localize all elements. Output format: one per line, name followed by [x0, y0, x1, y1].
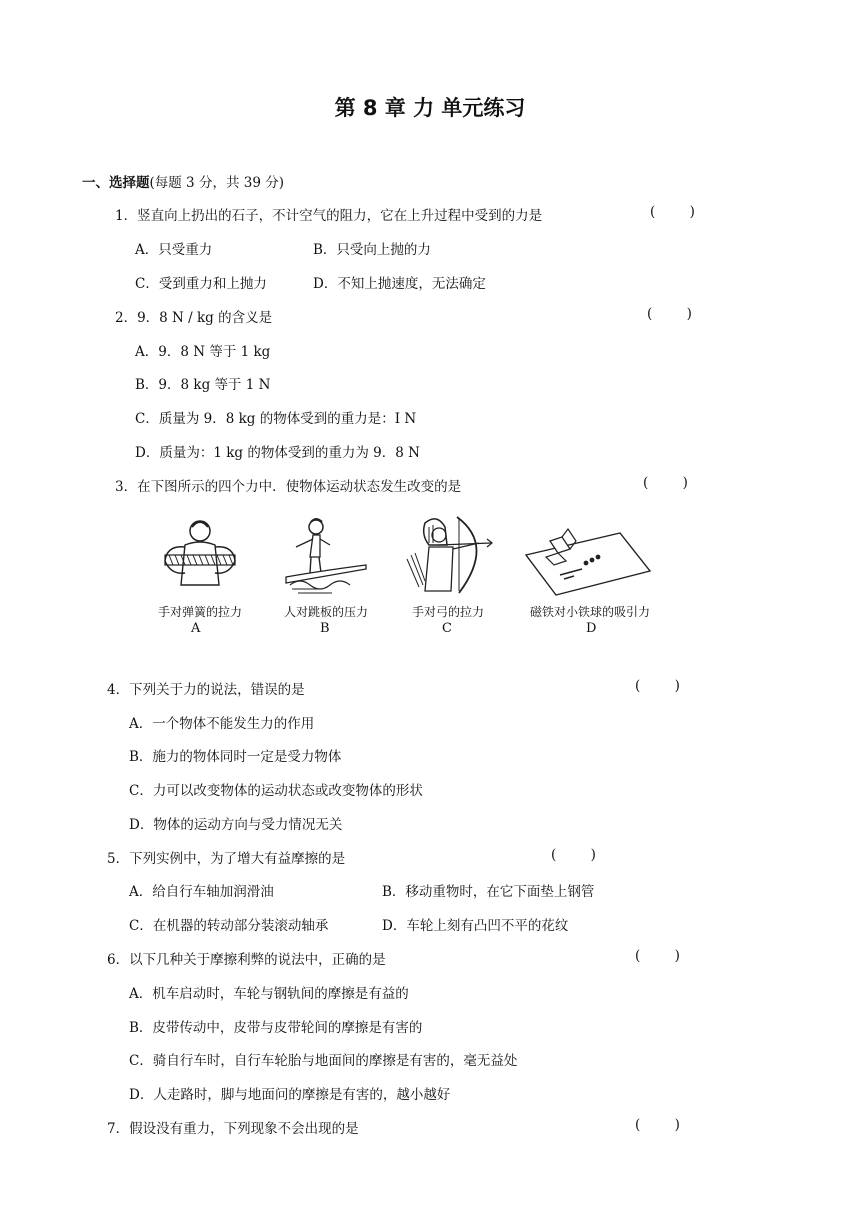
- figure-a-letter: A: [191, 621, 201, 636]
- figure-b-caption: 人对跳板的压力: [283, 605, 368, 619]
- question-1-option-d: D．不知上抛速度，无法确定: [313, 276, 486, 292]
- question-1-option-a: A．只受重力: [135, 242, 213, 258]
- question-7-stem: 7．假设没有重力，下列现象不会出现的是: [107, 1121, 359, 1137]
- diving-person-icon: [280, 515, 372, 597]
- figure-b-diving-board-illustration: [280, 515, 372, 597]
- question-6-stem: 6．以下几种关于摩擦利弊的说法中，正确的是: [107, 952, 386, 968]
- question-6-option-c: C．骑自行车时，自行车轮胎与地面间的摩擦是有害的，毫无益处: [129, 1053, 518, 1069]
- question-3-stem: 3．在下图所示的四个力中．使物体运动状态发生改变的是: [115, 479, 462, 495]
- question-1-option-c: C．受到重力和上抛力: [135, 276, 267, 292]
- question-2-option-d: D．质量为：1 kg 的物体受到的重力为 9．8 N: [135, 445, 420, 461]
- question-6-option-b: B．皮带传动中，皮带与皮带轮间的摩擦是有害的: [129, 1020, 423, 1036]
- question-1-stem: 1．竖直向上扔出的石子，不计空气的阻力，它在上升过程中受到的力是: [115, 208, 543, 224]
- question-1-answer-blank: ( ): [650, 204, 695, 220]
- question-5-option-d: D．车轮上刻有凸凹不平的花纹: [382, 918, 569, 934]
- question-2-option-b: B．9．8 kg 等于 1 N: [135, 377, 271, 393]
- figure-c-archer-illustration: [403, 515, 493, 597]
- figure-d-magnet-illustration: [522, 515, 652, 597]
- question-4-option-a: A．一个物体不能发生力的作用: [129, 716, 315, 732]
- archer-icon: [403, 515, 493, 597]
- figure-a-spring-illustration: [155, 515, 245, 597]
- figure-b-letter: B: [320, 621, 330, 636]
- question-4-option-d: D．物体的运动方向与受力情况无关: [129, 817, 343, 833]
- question-5-answer-blank: ( ): [551, 847, 596, 863]
- question-2-option-a: A．9．8 N 等于 1 kg: [135, 344, 271, 360]
- question-6-option-a: A．机车启动时，车轮与钢轨间的摩擦是有益的: [129, 986, 409, 1002]
- magnet-ball-icon: [522, 515, 652, 597]
- spring-person-icon: [155, 515, 245, 597]
- question-4-stem: 4．下列关于力的说法，错误的是: [107, 682, 305, 698]
- section-heading: [82, 171, 284, 191]
- question-3-answer-blank: ( ): [643, 475, 688, 491]
- question-5-stem: 5．下列实例中，为了增大有益摩擦的是: [107, 851, 346, 867]
- question-5-option-c: C．在机器的转动部分装滚动轴承: [129, 918, 329, 934]
- question-5-option-a: A．给自行车轴加润滑油: [129, 884, 274, 900]
- page-title: 第 8 章 力 单元练习: [334, 96, 526, 120]
- question-5-option-b: B．移动重物时，在它下面垫上钢管: [382, 884, 595, 900]
- section-heading-label: 一、选择题: [82, 175, 150, 191]
- question-4-option-b: B．施力的物体同时一定是受力物体: [129, 749, 342, 765]
- figure-c-caption: 手对弓的拉力: [411, 605, 484, 619]
- figure-d-caption: 磁铁对小铁球的吸引力: [529, 605, 650, 619]
- question-4-option-c: C．力可以改变物体的运动状态或改变物体的形状: [129, 783, 423, 799]
- section-heading-note: (每题 3 分，共 39 分): [149, 175, 284, 191]
- question-2-stem: 2．9．8 N / kg 的含义是: [115, 310, 273, 326]
- question-6-option-d: D．人走路时，脚与地面问的摩擦是有害的，越小越好: [129, 1087, 451, 1103]
- question-6-answer-blank: ( ): [635, 948, 680, 964]
- question-4-answer-blank: ( ): [635, 678, 680, 694]
- question-7-answer-blank: ( ): [635, 1117, 680, 1133]
- question-2-answer-blank: ( ): [647, 306, 692, 322]
- figure-a-caption: 手对弹簧的拉力: [157, 605, 242, 619]
- question-1-option-b: B．只受向上抛的力: [313, 242, 431, 258]
- figure-c-letter: C: [442, 621, 452, 636]
- question-2-option-c: C．质量为 9．8 kg 的物体受到的重力是：I N: [135, 411, 417, 427]
- figure-d-letter: D: [586, 621, 597, 636]
